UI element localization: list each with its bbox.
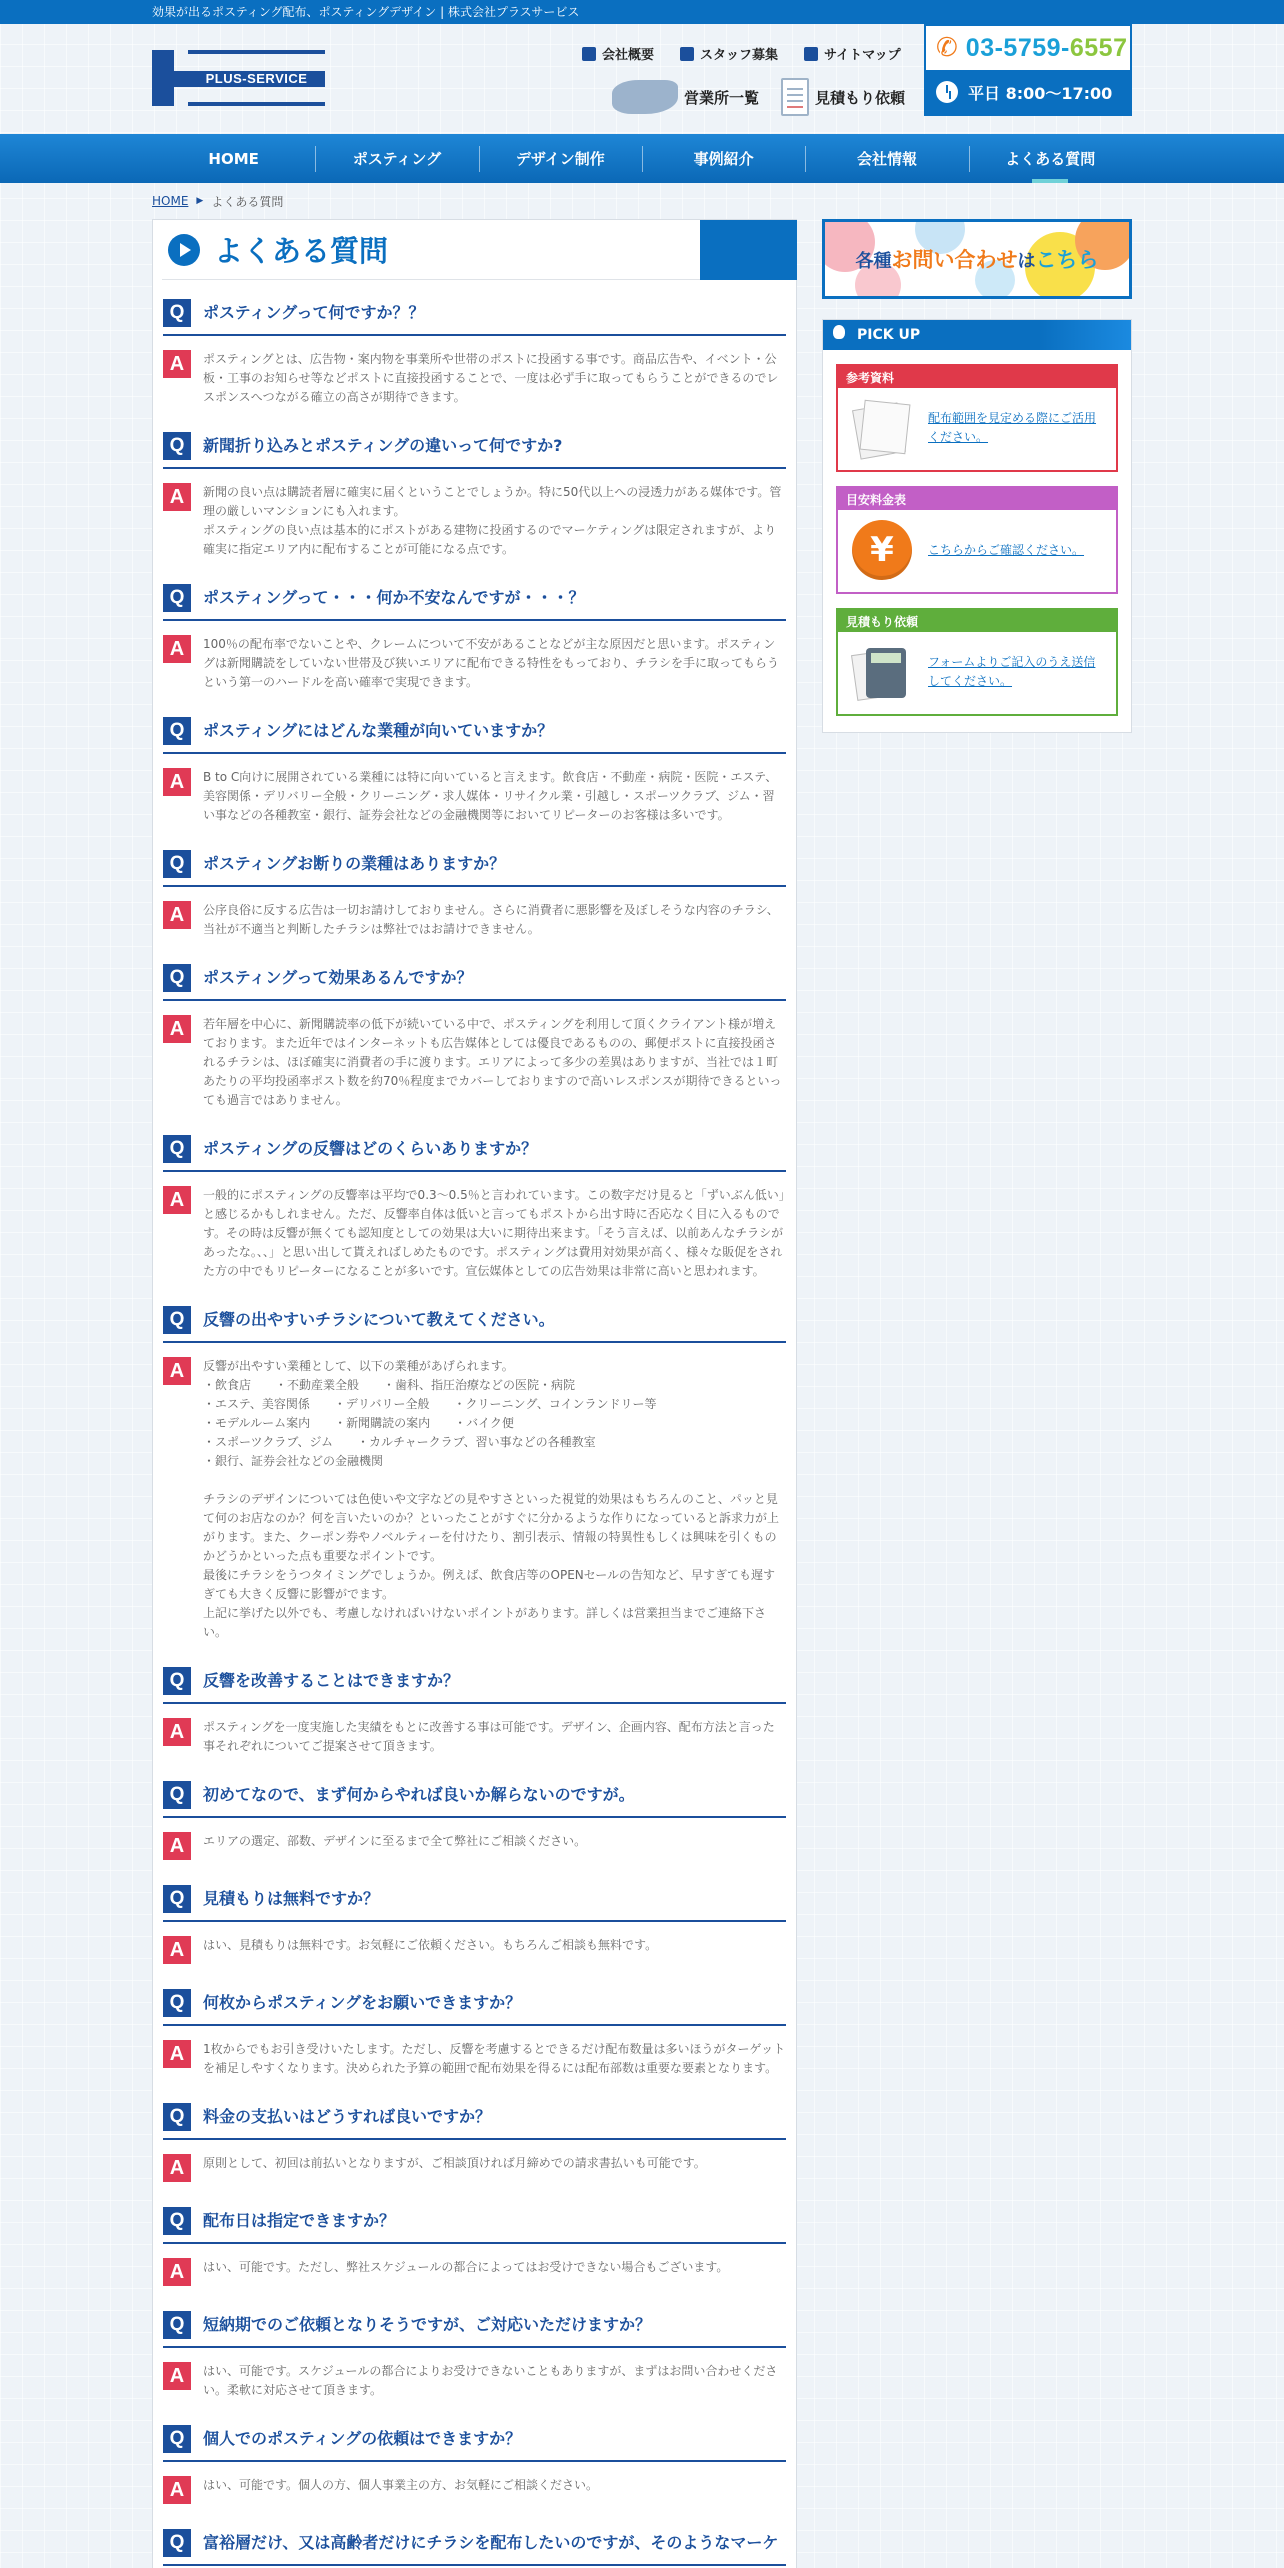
header-links-secondary [612, 78, 905, 116]
q-badge-icon: Q [163, 299, 191, 327]
q-badge-icon: Q [163, 2425, 191, 2453]
logo-text: PLUS-SERVICE [188, 71, 325, 87]
pickup-card-title: 目安料金表 [838, 488, 1116, 510]
faq-question: Q 短納期でのご依頼となりそうですが、ご対応いただけますか？ [163, 2304, 786, 2348]
phone-box [924, 24, 1132, 116]
a-badge-icon: A [163, 1718, 191, 1746]
site-logo[interactable] [152, 50, 327, 106]
pickup-card-link[interactable]: フォームよりご記入のうえ送信してください。 [928, 655, 1096, 688]
building-icon [582, 47, 596, 61]
faq-item [163, 2096, 786, 2188]
faq-answer: A 新聞の良い点は購読者層に確実に届くということでしょうか。特に50代以上への浸透力がある媒体です。管理の厳しいマンションにも入れます。 ポスティングの良い点は基本的にポストがある建物に投函するのでマーケティングは限定されますが、より確実に指定エリア内に配布することが可能になる点です。 [163, 469, 786, 565]
breadcrumb-current: よくある質問 [211, 194, 284, 209]
faq-item [163, 1878, 786, 1970]
breadcrumb-home[interactable]: HOME [152, 194, 189, 208]
a-badge-icon: A [163, 483, 191, 511]
main-content [152, 219, 797, 2568]
faq-question: Q 何枚からポスティングをお願いできますか？ [163, 1982, 786, 2026]
header-link-2[interactable]: サイトマップ [804, 44, 901, 63]
sitemap-icon [804, 47, 818, 61]
q-badge-icon: Q [163, 1885, 191, 1913]
faq-item [163, 2418, 786, 2510]
pickup-card-link[interactable]: こちらからご確認ください。 [928, 542, 1085, 557]
a-badge-icon: A [163, 635, 191, 663]
faq-question: Q ポスティングって・・・何か不安なんですが・・・？ [163, 577, 786, 621]
staff-icon [680, 47, 694, 61]
a-badge-icon: A [163, 1186, 191, 1214]
faq-item [163, 292, 786, 413]
faq-question: Q ポスティングの反響はどのくらいありますか？ [163, 1128, 786, 1172]
page-title-bar [162, 220, 787, 280]
faq-item [163, 1982, 786, 2084]
pickup-card-title: 見積もり依頼 [838, 610, 1116, 632]
faq-item [163, 2200, 786, 2292]
faq-answer: A はい、可能です。スケジュールの都合によりお受けできないこともありますが、まずはお問い合わせください。柔軟に対応させて頂きます。 [163, 2348, 786, 2406]
top-strip [0, 0, 1284, 24]
sidebar [822, 219, 1132, 733]
estimate-request-link[interactable]: 見積もり依頼 [781, 78, 905, 116]
header [0, 24, 1284, 134]
faq-item [163, 957, 786, 1116]
q-badge-icon: Q [163, 2529, 191, 2557]
faq-question: Q ポスティングお断りの業種はありますか？ [163, 843, 786, 887]
q-badge-icon: Q [163, 584, 191, 612]
a-badge-icon: A [163, 901, 191, 929]
faq-question: Q 反響を改善することはできますか？ [163, 1660, 786, 1704]
map-icon [612, 80, 678, 114]
nav-item-0[interactable]: HOME [208, 149, 259, 168]
site-tagline: 効果が出るポスティング配布、ポスティングデザイン | 株式会社プラスサービス [152, 5, 580, 19]
document-icon [781, 78, 809, 116]
faq-answer: A エリアの選定、部数、デザインに至るまで全て弊社にご相談ください。 [163, 1818, 786, 1866]
faq-question: Q 配布日は指定できますか？ [163, 2200, 786, 2244]
global-nav [0, 134, 1284, 183]
a-badge-icon: A [163, 2040, 191, 2068]
pickup-card [836, 486, 1118, 594]
q-badge-icon: Q [163, 2103, 191, 2131]
nav-item-3[interactable]: 事例紹介 [642, 134, 805, 183]
faq-item [163, 2522, 786, 2566]
business-hours: 平日 8:00〜17:00 [968, 83, 1113, 103]
office-list-link[interactable]: 営業所一覧 [612, 80, 759, 114]
a-badge-icon: A [163, 350, 191, 378]
faq-item [163, 577, 786, 698]
faq-question: Q 初めてなので、まず何からやれば良いか解らないのですが。 [163, 1774, 786, 1818]
a-badge-icon: A [163, 768, 191, 796]
faq-item [163, 843, 786, 945]
pickup-box [822, 319, 1132, 733]
pickup-card-link[interactable]: 配布範囲を見定める際にご活用ください。 [928, 411, 1097, 444]
nav-item-5[interactable]: よくある質問 [969, 134, 1132, 183]
contact-banner[interactable] [822, 219, 1132, 299]
q-badge-icon: Q [163, 432, 191, 460]
nav-item-2[interactable]: デザイン制作 [479, 134, 642, 183]
clock-icon [936, 81, 958, 103]
pickup-card [836, 364, 1118, 472]
yen-icon: ¥ [852, 520, 912, 580]
faq-answer: A B to C向けに展開されている業種には特に向いていると言えます。飲食店・不動産・病院・医院・エステ、美容関係・デリバリー全般・クリーニング・求人媒体・リサイクル業・引越し・スポーツクラブ、ジム・習い事などの各種教室・銀行、証券会社などの金融機関等においてリピーターのお客様は多いです。 [163, 754, 786, 831]
pickup-card [836, 608, 1118, 716]
title-accent [700, 220, 797, 280]
faq-answer: A 公序良俗に反する広告は一切お請けしておりません。さらに消費者に悪影響を及ぼしそうな内容のチラシ、当社が不適当と判断したチラシは弊社ではお請けできません。 [163, 887, 786, 945]
faq-question: Q 見積もりは無料ですか？ [163, 1878, 786, 1922]
faq-question: Q 富裕層だけ、又は高齢者だけにチラシを配布したいのですが、そのようなマーケ [163, 2522, 786, 2566]
faq-question: Q ポスティングって何ですか？？ [163, 292, 786, 336]
faq-answer: A 若年層を中心に、新聞購読率の低下が続いている中で、ポスティングを利用して頂くクライアント様が増えております。また近年ではインターネットも広告媒体としては優良であるものの、郵便ポストに直接投函されるチラシは、ほぼ確実に消費者の手に渡ります。エリアによって多少の差異はありますが、当社では１町あたりの平均投函率ポスト数を約70％程度までカバーしておりますので高いレスポンスが期待できるといっても過言ではありません。 [163, 1001, 786, 1116]
phone-icon: ✆ [936, 33, 958, 63]
faq-item [163, 710, 786, 831]
a-badge-icon: A [163, 1357, 191, 1385]
faq-item [163, 2304, 786, 2406]
nav-item-4[interactable]: 会社情報 [805, 134, 968, 183]
calculator-icon [852, 642, 912, 702]
nav-item-1[interactable]: ポスティング [315, 134, 478, 183]
faq-answer: A ポスティングを一度実施した実績をもとに改善する事は可能です。デザイン、企画内容、配布方法と言った事それぞれについてご提案させて頂きます。 [163, 1704, 786, 1762]
q-badge-icon: Q [163, 1781, 191, 1809]
faq-answer: A はい、可能です。ただし、弊社スケジュールの都合によってはお受けできない場合もございます。 [163, 2244, 786, 2292]
faq-item [163, 425, 786, 565]
breadcrumb-arrow-icon: ▶ [196, 196, 204, 206]
q-badge-icon: Q [163, 1989, 191, 2017]
faq-answer: A はい、見積もりは無料です。お気軽にご依頼ください。もちろんご相談も無料です。 [163, 1922, 786, 1970]
header-links [582, 44, 901, 63]
faq-answer: A 反響が出やすい業種として、以下の業種があげられます。 ・飲食店 ・不動産業全般 ・歯科、指圧治療などの医院・病院 ・エステ、美容関係 ・デリバリー全般 ・クリーニング、コインランドリー等 ・モデルルーム案内 ・新聞購読の案内 ・バイク便 ・スポーツクラブ、ジム ・カルチャークラブ、習い事などの各種教室 ・銀行、証券会社などの金融機関 チラシのデザインについては色使いや文字などの見やすさといった視覚的効果はもちろんのこと、パッと見て何のお店なのか？何を言いたいのか？といったことがすぐに分かるような作りになっていると訴求力が上がります。また、クーポン券やノベルティーを付けたり、割引表示、情報の特異性もしくは興味を引くものかどうかといった点も重要なポイントです。 最後にチラシをうつタイミングでしょうか。例えば、飲食店等のOPENセールの告知など、早すぎても遅すぎても大きく反響に影響がでます。 上記に挙げた以外でも、考慮しなければいけないポイントがあります。詳しくは営業担当までご連絡下さい。 [163, 1343, 786, 1648]
faq-answer: A 一般的にポスティングの反響率は平均で0.3～0.5％と言われています。この数字だけ見ると「ずいぶん低い」と感じるかもしれません。ただ、反響率自体は低いと言ってもポストから出す時に否応なく目に入るものです。その時は反響が無くても認知度としての効果は大いに期待出来ます。「そう言えば、以前あんなチラシがあったな。、、」と思い出して貰えればしめたものです。ポスティングは費用対効果が高く、様々な販促をされた方の中でもリピーターになることが多いです。宣伝媒体としての広告効果は非常に高いと思われます。 [163, 1172, 786, 1287]
faq-list [163, 292, 786, 2566]
q-badge-icon: Q [163, 1135, 191, 1163]
a-badge-icon: A [163, 1936, 191, 1964]
q-badge-icon: Q [163, 2311, 191, 2339]
contact-banner-text: 各種お問い合わせはこちら [855, 248, 1099, 272]
a-badge-icon: A [163, 2476, 191, 2504]
a-badge-icon: A [163, 2154, 191, 2182]
faq-question: Q ポスティングにはどんな業種が向いていますか？ [163, 710, 786, 754]
faq-question: Q 反響の出やすいチラシについて教えてください。 [163, 1299, 786, 1343]
faq-item [163, 1128, 786, 1287]
q-badge-icon: Q [163, 850, 191, 878]
faq-answer: A はい、可能です。個人の方、個人事業主の方、お気軽にご相談ください。 [163, 2462, 786, 2510]
q-badge-icon: Q [163, 2207, 191, 2235]
a-badge-icon: A [163, 1832, 191, 1860]
a-badge-icon: A [163, 2258, 191, 2286]
header-link-0[interactable]: 会社概要 [582, 44, 654, 63]
faq-question: Q 新聞折り込みとポスティングの違いって何ですか? [163, 425, 786, 469]
faq-answer: A 原則として、初回は前払いとなりますが、ご相談頂ければ月締めでの請求書払いも可能です。 [163, 2140, 786, 2188]
faq-item [163, 1299, 786, 1648]
phone-number[interactable]: 03-5759-6557 [965, 33, 1128, 62]
documents-icon [852, 398, 912, 458]
faq-item [163, 1774, 786, 1866]
q-badge-icon: Q [163, 1667, 191, 1695]
faq-question: Q 個人でのポスティングの依頼はできますか？ [163, 2418, 786, 2462]
q-badge-icon: Q [163, 717, 191, 745]
faq-answer: A 1枚からでもお引き受けいたします。ただし、反響を考慮するとできるだけ配布数量は多いほうがターゲットを補足しやすくなります。決められた予算の範囲で配布効果を得るには配布部数は重要な要素となります。 [163, 2026, 786, 2084]
faq-question: Q 料金の支払いはどうすれば良いですか？ [163, 2096, 786, 2140]
q-badge-icon: Q [163, 1306, 191, 1334]
header-link-1[interactable]: スタッフ募集 [680, 44, 778, 63]
play-circle-icon [168, 234, 200, 266]
pickup-card-title: 参考資料 [838, 366, 1116, 388]
q-badge-icon: Q [163, 964, 191, 992]
breadcrumb [152, 183, 1132, 219]
a-badge-icon: A [163, 2362, 191, 2390]
faq-answer: A ポスティングとは、広告物・案内物を事業所や世帯のポストに投函する事です。商品広告や、イベント・公板・工事のお知らせ等などポストに直接投函することで、一度は必ず手に取ってもらうことができるのでレスポンスへつながる確立の高さが期待できます。 [163, 336, 786, 413]
faq-answer: A 100％の配布率でないことや、クレームについて不安があることなどが主な原因だと思います。ポスティングは新聞購読をしていない世帯及び狭いエリアに配布できる特性をもっており、チラシを手に取ってもらうという第一のハードルを高い確率で実現できます。 [163, 621, 786, 698]
a-badge-icon: A [163, 1015, 191, 1043]
faq-question: Q ポスティングって効果あるんですか？ [163, 957, 786, 1001]
page-title: よくある質問 [214, 234, 389, 268]
pickup-header: PICK UP [823, 320, 1131, 350]
faq-item [163, 1660, 786, 1762]
